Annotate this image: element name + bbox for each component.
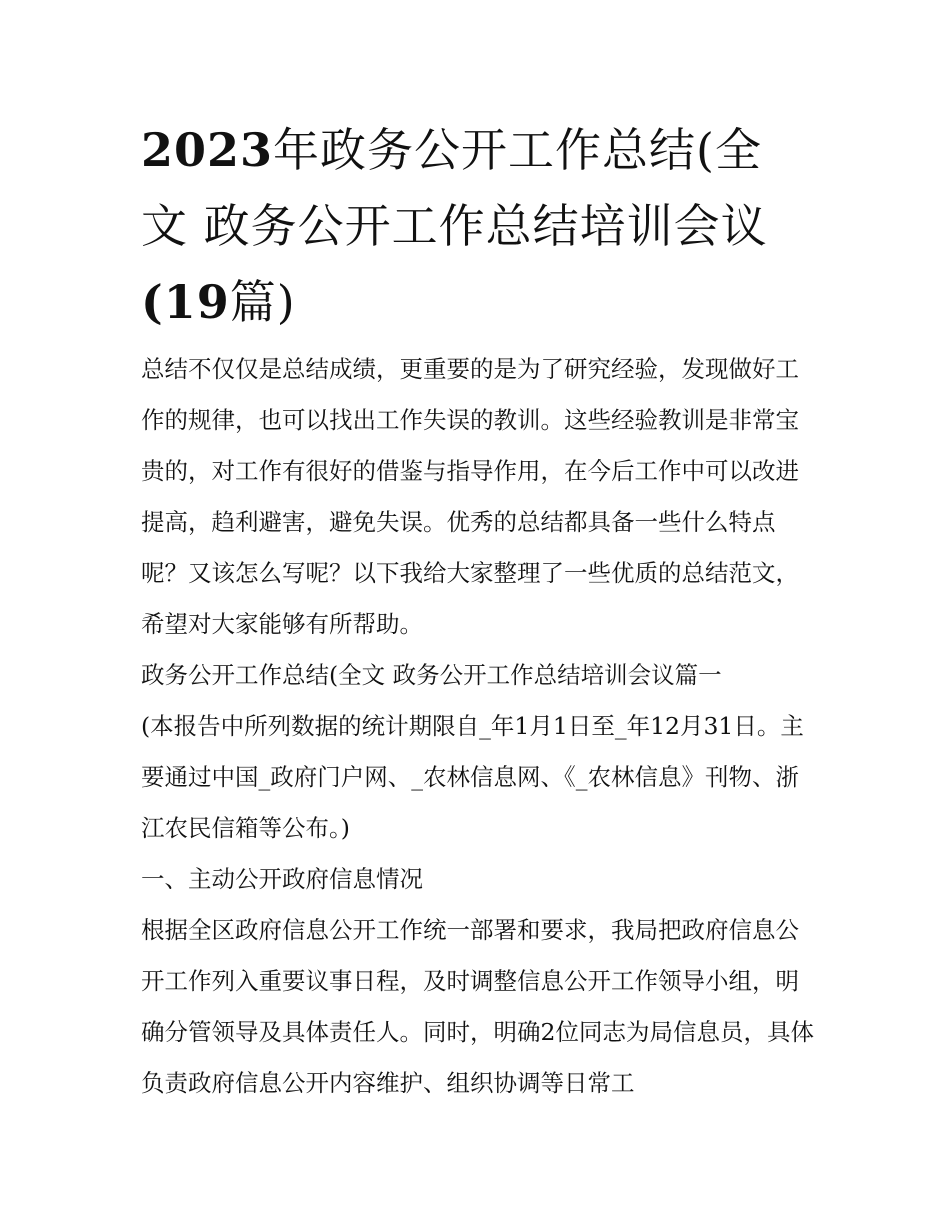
- document-page: [141, 112, 816, 1109]
- section-heading-active-disclosure: 一、主动公开政府信息情况: [141, 865, 423, 893]
- title-count: (19: [141, 275, 230, 329]
- title-year: 2023: [141, 123, 274, 177]
- document-title: [141, 112, 816, 340]
- intro-paragraph: 总结不仅仅是总结成绩，更重要的是为了研究经验，发现做好工作的规律，也可以找出工作失误的教训。这些经验教训是非常宝贵的，对工作有很好的借鉴与指导作用，在今后工作中可以改进提高，趋利避害，避免失误。优秀的总结都具备一些什么特点呢？又该怎么写呢？以下我给大家整理了一些优质的总结范文，希望对大家能够有所帮助。: [141, 355, 799, 638]
- section-heading-part-1: 政务公开工作总结(全文 政务公开工作总结培训会议篇一: [141, 661, 722, 689]
- body-paragraph: 根据全区政府信息公开工作统一部署和要求，我局把政府信息公开工作列入重要议事日程，及时调整信息公开工作领导小组，明确分管领导及具体责任人。同时，明确2位同志为局信息员，具体负责政府信息公开内容维护、组织协调等日常工: [141, 916, 814, 1097]
- document-body: [141, 344, 816, 1109]
- title-line-1: 年政务公开工作总结(全: [273, 123, 762, 177]
- title-line-3: 篇): [229, 275, 296, 329]
- statistics-note: (本报告中所列数据的统计期限自_年1月1日至_年12月31日。主要通过中国_政府门户网、_农林信息网、《_农林信息》刊物、浙江农民信箱等公布。): [141, 712, 804, 842]
- title-line-2: 文 政务公开工作总结培训会议: [141, 199, 768, 253]
